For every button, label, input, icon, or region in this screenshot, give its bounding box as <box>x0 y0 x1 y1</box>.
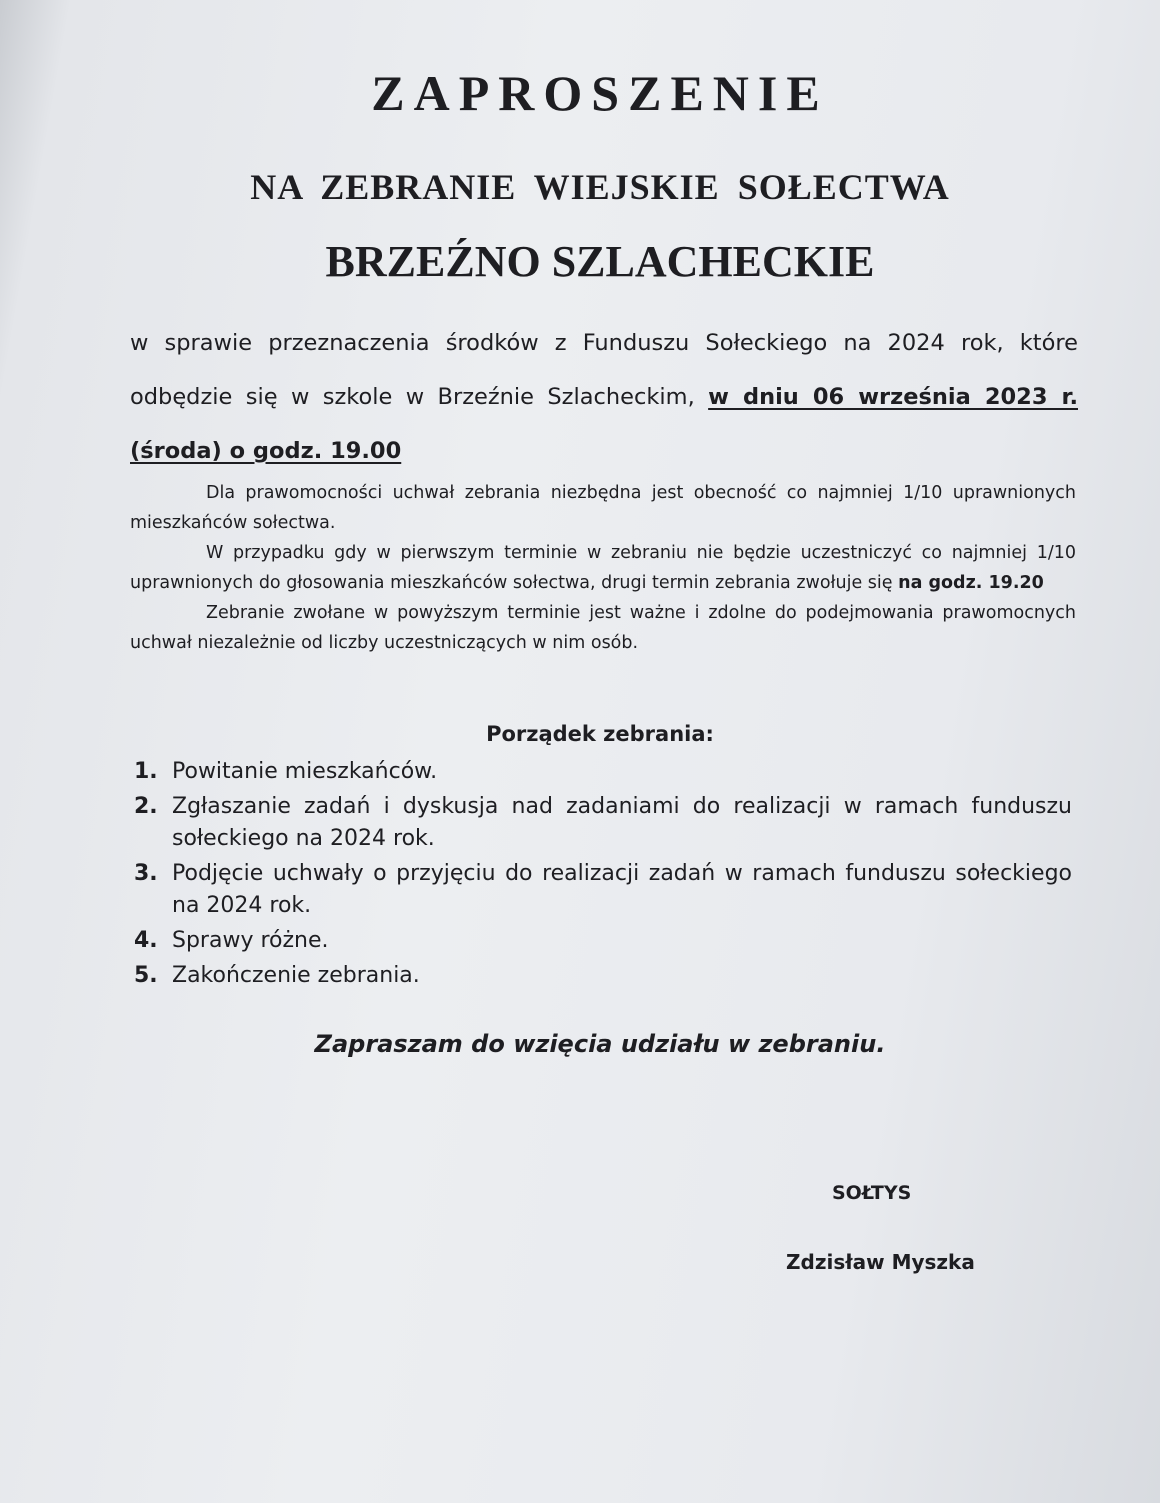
agenda-item-number: 4. <box>134 928 158 953</box>
signature-name: Zdzisław Myszka <box>786 1250 975 1274</box>
document-subtitle: NA ZEBRANIE WIEJSKIE SOŁECTWA <box>250 167 950 207</box>
signature-role: SOŁTYS <box>832 1182 912 1204</box>
validity-note: Zebranie zwołane w powyższym terminie jest ważne i zdolne do podejmowania prawomocnych uchwał niezależnie od liczby uczestniczących w nim osób. <box>130 603 1076 653</box>
agenda-item-text: Powitanie mieszkańców. <box>172 759 438 784</box>
notes-section <box>130 478 1076 658</box>
second-term-time: na godz. 19.20 <box>898 573 1044 593</box>
agenda-item <box>132 960 1072 992</box>
agenda-item-number: 2. <box>134 794 158 819</box>
agenda-item-number: 5. <box>134 963 158 988</box>
invitation-line: Zapraszam do wzięcia udziału w zebraniu. <box>314 1030 886 1058</box>
agenda-item-text: Podjęcie uchwały o przyjęciu do realizacji zadań w ramach funduszu sołeckiego na 2024 rok. <box>172 861 1072 918</box>
agenda-item <box>132 756 1072 788</box>
meeting-date: w dniu 06 września 2023 r. (środa) o godz. 19.00 <box>130 384 1078 464</box>
agenda-item <box>132 791 1072 855</box>
agenda-item-text: Sprawy różne. <box>172 928 329 953</box>
agenda-item <box>132 858 1072 922</box>
village-name: BRZEŹNO SZLACHECKIE <box>325 237 875 286</box>
agenda-item-number: 3. <box>134 861 158 886</box>
agenda-item <box>132 925 1072 957</box>
document-title: ZAPROSZENIE <box>371 65 829 121</box>
intro-paragraph <box>130 316 1078 478</box>
second-term-note <box>130 538 1076 598</box>
agenda-item-text: Zgłaszanie zadań i dyskusja nad zadaniami do realizacji w ramach funduszu sołeckiego na 2024 rok. <box>172 794 1072 851</box>
agenda-item-number: 1. <box>134 759 158 784</box>
quorum-note: Dla prawomocności uchwał zebrania niezbędna jest obecność co najmniej 1/10 uprawnionych mieszkańców sołectwa. <box>130 483 1076 533</box>
agenda-item-text: Zakończenie zebrania. <box>172 963 420 988</box>
intro-text: w sprawie przeznaczenia środków z Funduszu Sołeckiego na 2024 rok, które odbędzie się w szkole w Brzeźnie Szlacheckim, <box>130 330 1078 410</box>
second-term-text: W przypadku gdy w pierwszym terminie w zebraniu nie będzie uczestniczyć co najmniej 1/10 uprawnionych do głosowania mieszkańców sołectwa, drugi termin zebrania zwołuje się <box>130 543 1076 593</box>
agenda-list <box>132 756 1072 995</box>
agenda-heading: Porządek zebrania: <box>486 722 714 746</box>
